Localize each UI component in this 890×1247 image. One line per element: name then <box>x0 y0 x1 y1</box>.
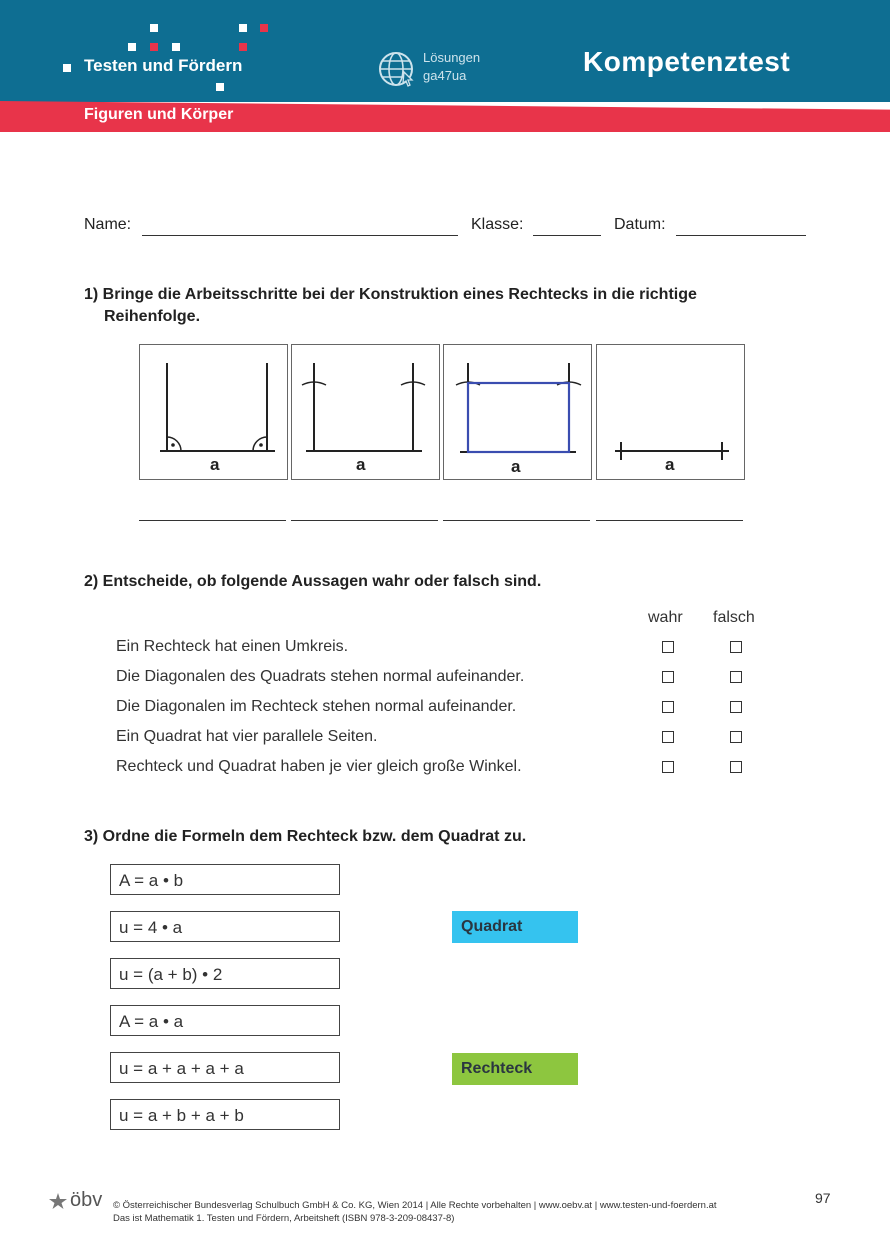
date-field[interactable] <box>676 235 806 236</box>
checkbox-false-2[interactable] <box>730 671 742 683</box>
construction-step-2 <box>291 344 440 480</box>
construction-step-1 <box>139 344 288 480</box>
name-field[interactable] <box>142 235 458 236</box>
publisher-logo: öbv <box>70 1189 103 1211</box>
checkbox-true-3[interactable] <box>662 701 674 713</box>
order-answer-4[interactable] <box>596 520 743 521</box>
formula-card[interactable]: u = 4 • a <box>110 911 340 942</box>
globe-icon[interactable] <box>378 50 416 93</box>
task1-title-line1: 1) Bringe die Arbeitsschritte bei der Konstruktion eines Rechtecks in die richtige <box>84 286 697 303</box>
isbn-line: Das ist Mathematik 1. Testen und Fördern, Arbeitsheft (ISBN 978-3-209-08437-8) <box>113 1213 455 1224</box>
brand-bullet <box>63 64 71 72</box>
panel-3-label: a <box>511 457 521 476</box>
panel-1-label: a <box>210 455 220 474</box>
checkbox-false-4[interactable] <box>730 731 742 743</box>
name-label: Name: <box>84 216 132 233</box>
page-number: 97 <box>815 1190 831 1206</box>
statement-1: Ein Rechteck hat einen Umkreis. <box>116 638 349 655</box>
solutions-label[interactable]: Lösungen <box>423 50 481 65</box>
statement-3: Die Diagonalen im Rechteck stehen normal aufeinander. <box>116 698 517 715</box>
target-square[interactable]: Quadrat <box>452 911 578 943</box>
statement-4: Ein Quadrat hat vier parallele Seiten. <box>116 728 378 745</box>
construction-step-3 <box>443 344 592 480</box>
panel-2-label: a <box>356 455 366 474</box>
order-answer-3[interactable] <box>443 520 590 521</box>
panel-4-label: a <box>665 455 675 474</box>
checkbox-false-1[interactable] <box>730 641 742 653</box>
column-true: wahr <box>648 609 683 626</box>
checkbox-true-5[interactable] <box>662 761 674 773</box>
checkbox-true-2[interactable] <box>662 671 674 683</box>
formula-card[interactable]: u = a + b + a + b <box>110 1099 340 1130</box>
section-subtitle: Figuren und Körper <box>84 106 234 123</box>
date-label: Datum: <box>614 216 666 233</box>
formula-card[interactable]: A = a • b <box>110 864 340 895</box>
task2-title: 2) Entscheide, ob folgende Aussagen wahr oder falsch sind. <box>84 573 542 590</box>
formula-card[interactable]: A = a • a <box>110 1005 340 1036</box>
class-label: Klasse: <box>471 216 524 233</box>
page-title: Kompetenztest <box>583 46 791 77</box>
statement-2: Die Diagonalen des Quadrats stehen normal aufeinander. <box>116 668 525 685</box>
order-answer-1[interactable] <box>139 520 286 521</box>
statement-5: Rechteck und Quadrat haben je vier gleich große Winkel. <box>116 758 522 775</box>
checkbox-false-5[interactable] <box>730 761 742 773</box>
target-rectangle[interactable]: Rechteck <box>452 1053 578 1085</box>
solutions-code[interactable]: ga47ua <box>423 68 467 83</box>
task3-title: 3) Ordne die Formeln dem Rechteck bzw. dem Quadrat zu. <box>84 828 527 845</box>
column-false: falsch <box>713 609 755 626</box>
brand-name: Testen und Fördern <box>84 56 243 75</box>
checkbox-true-1[interactable] <box>662 641 674 653</box>
copyright-line: © Österreichischer Bundesverlag Schulbuch GmbH & Co. KG, Wien 2014 | Alle Rechte vorbehalten | www.oebv.at | www.testen-und-foerdern.at <box>113 1200 717 1211</box>
publisher-star-icon <box>48 1192 68 1215</box>
construction-step-4 <box>596 344 745 480</box>
checkbox-true-4[interactable] <box>662 731 674 743</box>
task1-title-line2: Reihenfolge. <box>104 308 201 325</box>
formula-card[interactable]: u = a + a + a + a <box>110 1052 340 1083</box>
order-answer-2[interactable] <box>291 520 438 521</box>
checkbox-false-3[interactable] <box>730 701 742 713</box>
class-field[interactable] <box>533 235 601 236</box>
formula-card[interactable]: u = (a + b) • 2 <box>110 958 340 989</box>
task1-title <box>84 284 697 328</box>
